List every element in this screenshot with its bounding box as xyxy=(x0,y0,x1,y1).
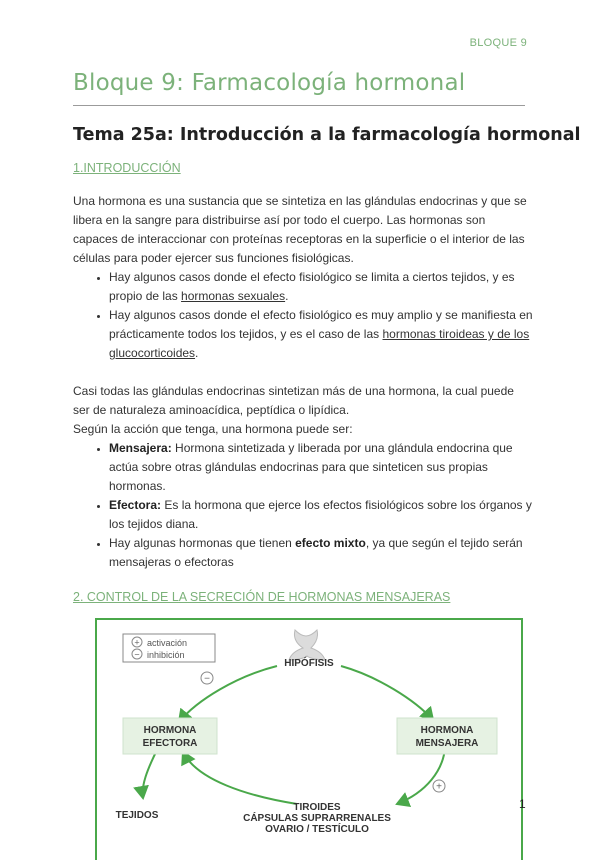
list-item xyxy=(109,496,533,534)
label-efectora-2: EFECTORA xyxy=(142,738,198,749)
list-item xyxy=(109,306,533,363)
mixed-text: Hay algunas hormonas que tienen xyxy=(109,536,296,550)
glands-paragraph: Casi todas las glándulas endocrinas sintetizan más de una hormona, la cual puede ser de naturaleza aminoacídica, peptídica o lipídica. xyxy=(73,384,514,417)
plus-sign: + xyxy=(134,637,140,648)
legend-activation: activación xyxy=(147,638,188,648)
title-divider xyxy=(73,105,525,106)
legend-inhibition: inhibición xyxy=(147,650,185,660)
label-capsulas: CÁPSULAS SUPRARRENALES xyxy=(243,813,391,824)
pituitary-gland-icon xyxy=(289,630,325,660)
label-efectora-1: HORMONA xyxy=(143,725,197,736)
arrow-to-glands xyxy=(397,748,445,804)
arrow-glands-to-efectora xyxy=(183,752,297,804)
label-hipofisis: HIPÓFISIS xyxy=(284,658,334,669)
minus-circle-icon xyxy=(132,649,142,660)
intro-content xyxy=(73,192,533,572)
section-heading-control[interactable]: 2. CONTROL DE LA SECRECIÓN DE HORMONAS MENSAJERAS xyxy=(73,590,451,604)
term-efectora: Efectora: xyxy=(109,498,162,512)
link-hormonas-tiroideas[interactable]: hormonas tiroideas y de los glucocorticoides xyxy=(109,327,530,360)
arrow-to-mensajera xyxy=(341,666,433,720)
arrow-to-tejidos xyxy=(143,750,157,798)
section-heading-introduccion[interactable]: 1.INTRODUCCIÓN xyxy=(73,161,181,175)
label-mensajera-2: MENSAJERA xyxy=(415,738,479,749)
label-ovario: OVARIO / TESTÍCULO xyxy=(265,824,369,835)
diagram-svg xyxy=(97,620,521,860)
inhibition-marker-icon xyxy=(201,672,213,685)
hormone-type-list xyxy=(73,439,533,572)
intro-paragraph: Una hormona es una sustancia que se sintetiza en las glándulas endocrinas y que se libera en la sangre para distribuirse así por todo el cuerpo. Las hormonas son capaces de interaccionar con proteínas receptoras en la superficie o el interior de las células para poder ejercer sus funciones fisiológicas. xyxy=(73,194,527,265)
spacer xyxy=(73,363,533,382)
plus-sign: + xyxy=(436,781,442,793)
arrow-to-efectora xyxy=(179,666,277,722)
bullet-text: Hay algunos casos donde el efecto fisiológico es muy amplio y se manifiesta en prácticamente todos los tejidos, y es el caso de las xyxy=(109,308,533,341)
plus-circle-icon xyxy=(132,637,142,648)
list-item xyxy=(109,534,533,572)
bullet-text-end: . xyxy=(195,346,199,360)
mixed-text-end: , ya que según el tejido serán mensajeras o efectoras xyxy=(109,536,523,569)
term-mensajera: Mensajera: xyxy=(109,441,172,455)
effect-list xyxy=(73,268,533,363)
page-title: Bloque 9: Farmacología hormonal xyxy=(73,70,466,96)
definition-mensajera: Hormona sintetizada y liberada por una glándula endocrina que actúa sobre otras glándulas endocrinas para que sinteticen sus propias hormonas. xyxy=(109,441,513,493)
label-mensajera-1: HORMONA xyxy=(420,725,474,736)
label-tiroides: TIROIDES xyxy=(293,802,341,813)
bullet-text-end: . xyxy=(285,289,289,303)
minus-sign: − xyxy=(134,649,140,660)
link-hormonas-sexuales[interactable]: hormonas sexuales xyxy=(181,289,286,303)
bullet-text: Hay algunos casos donde el efecto fisiológico se limita a ciertos tejidos, y es propio de las xyxy=(109,270,515,303)
hormone-control-diagram xyxy=(95,618,523,860)
topic-title: Tema 25a: Introducción a la farmacología hormonal xyxy=(73,125,581,145)
minus-sign: − xyxy=(204,673,210,685)
definition-efectora: Es la hormona que ejerce los efectos fisiológicos sobre los órganos y los tejidos diana. xyxy=(109,498,532,531)
header-tag: BLOQUE 9 xyxy=(469,37,527,49)
page-number: 1 xyxy=(519,797,526,811)
term-efecto-mixto: efecto mixto xyxy=(295,536,366,550)
list-item xyxy=(109,439,533,496)
label-tejidos: TEJIDOS xyxy=(115,810,159,821)
action-paragraph: Según la acción que tenga, una hormona puede ser: xyxy=(73,422,353,436)
activation-marker-icon xyxy=(433,780,445,793)
list-item xyxy=(109,268,533,306)
